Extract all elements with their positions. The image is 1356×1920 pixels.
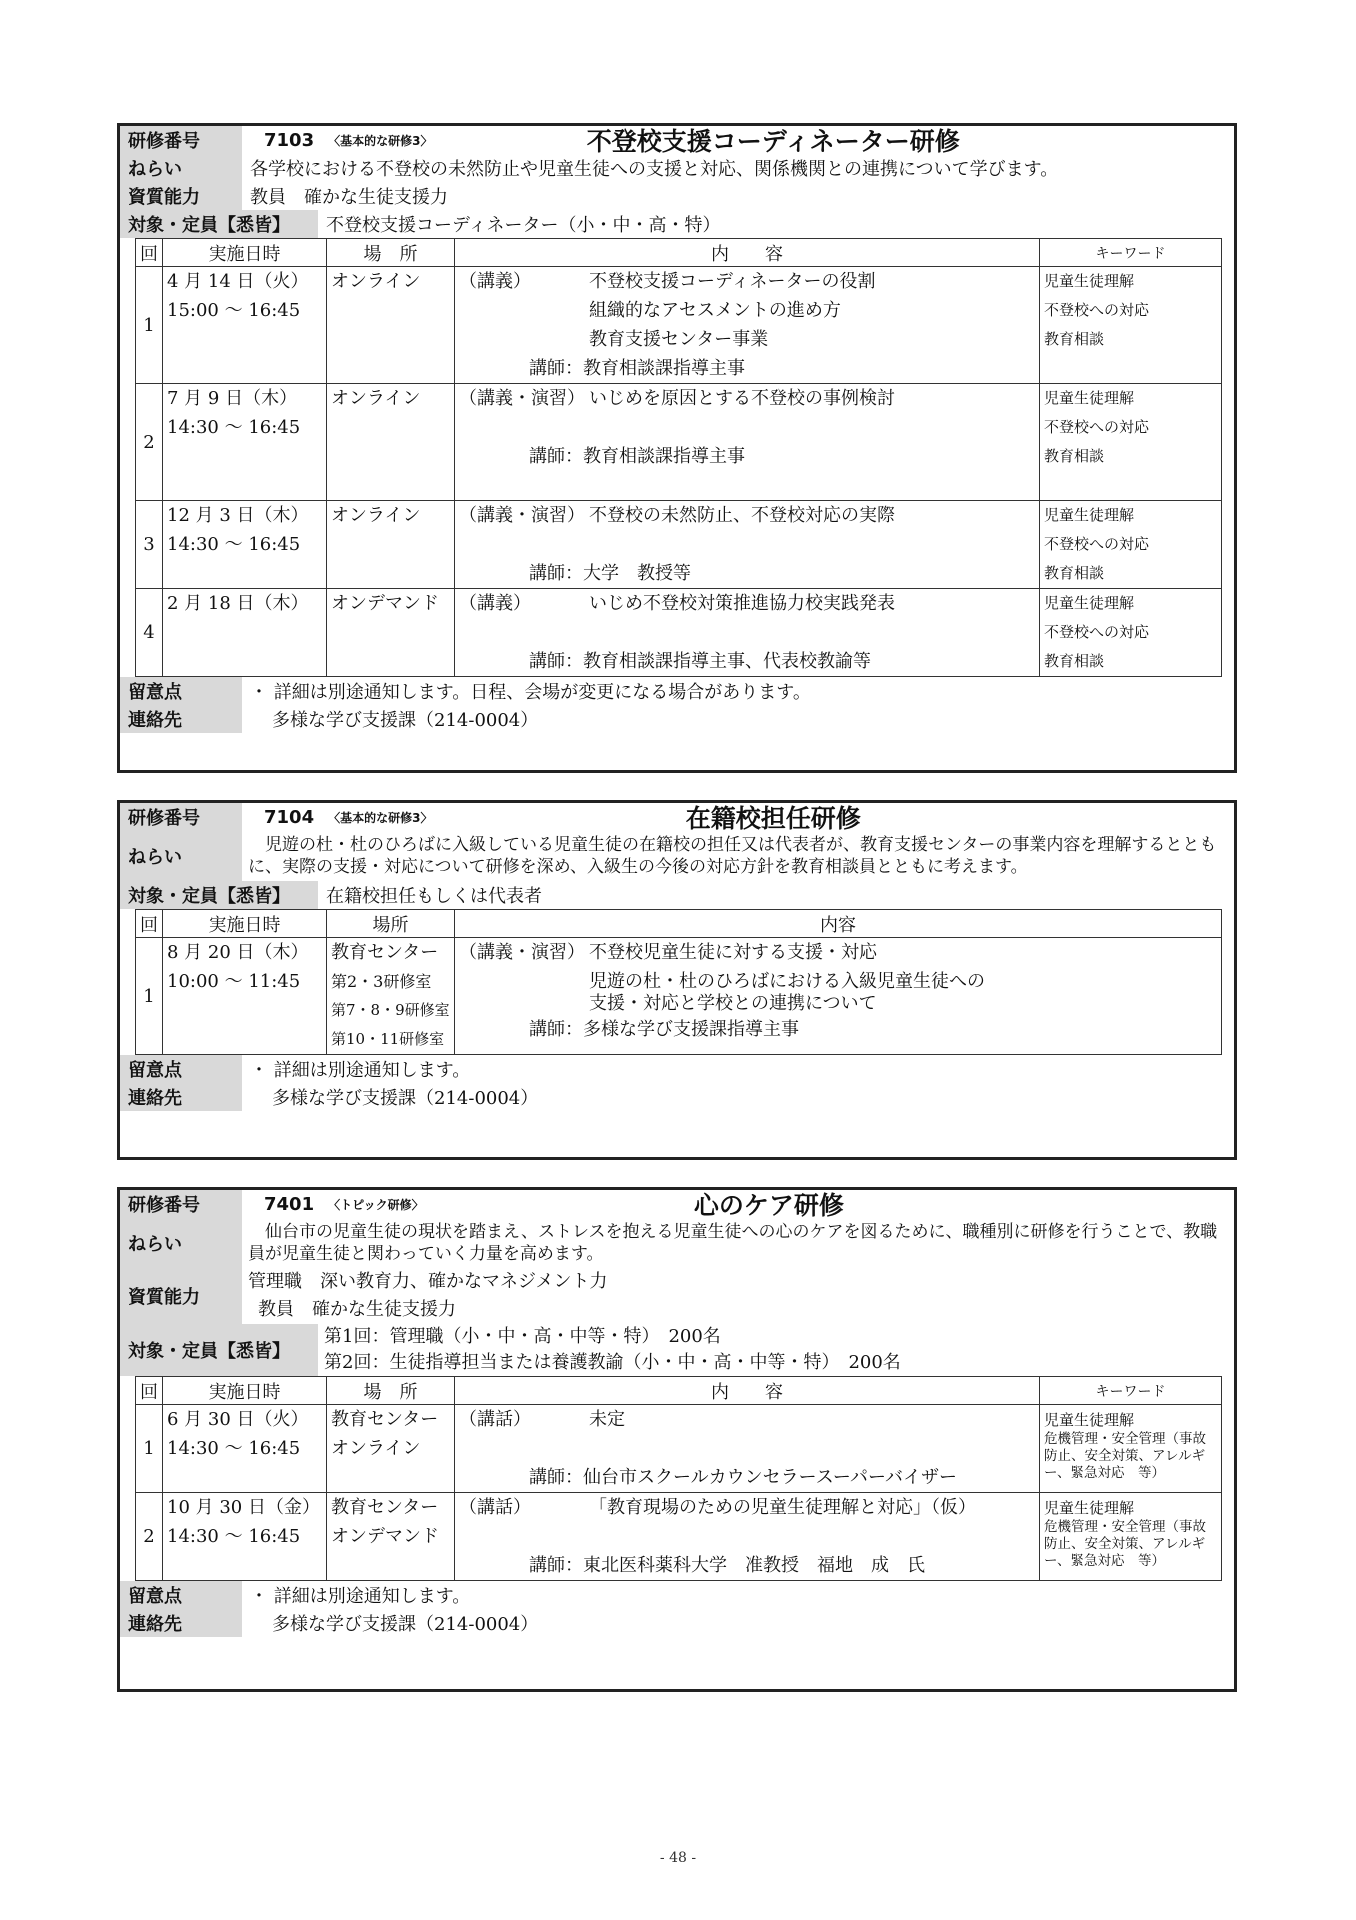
lecturer: 講師：多様な学び支援課指導主事 bbox=[529, 1019, 799, 1040]
date: 2 月 18 日（木） bbox=[167, 593, 309, 614]
note-label: 留意点 bbox=[120, 1055, 242, 1083]
target-text: 不登校支援コーディネーター（小・中・高・特） bbox=[326, 215, 721, 236]
round-number: 3 bbox=[136, 501, 163, 589]
place: オンデマンド bbox=[331, 593, 439, 614]
lecture-type: （講義） bbox=[459, 271, 531, 292]
place: オンライン bbox=[331, 388, 421, 409]
page-number: - 48 - bbox=[659, 1850, 697, 1866]
training-number-label: 研修番号 bbox=[120, 1190, 242, 1218]
lecturer: 講師：教育相談課指導主事 bbox=[529, 446, 745, 467]
training-block-7401 bbox=[117, 1187, 1237, 1692]
place: オンライン bbox=[331, 271, 421, 292]
col-header-date: 実施日時 bbox=[163, 239, 327, 267]
target-row bbox=[120, 881, 1234, 909]
place: オンデマンド bbox=[331, 1526, 439, 1547]
col-header-date: 実施日時 bbox=[163, 1377, 327, 1405]
place: 教育センター bbox=[331, 1497, 439, 1518]
col-header-content: 内容 bbox=[455, 910, 1222, 938]
time: 14:30 〜 16:45 bbox=[167, 417, 301, 438]
contact-row bbox=[120, 1609, 1234, 1637]
training-category: 〈トピック研修〉 bbox=[328, 1197, 424, 1212]
lecturer: 講師：教育相談課指導主事、代表校教諭等 bbox=[529, 651, 871, 672]
contact-text: 多様な学び支援課（214-0004） bbox=[272, 1614, 539, 1635]
content-item: 「教育現場のための児童生徒理解と対応」（仮） bbox=[589, 1497, 976, 1518]
training-number-label: 研修番号 bbox=[120, 126, 242, 154]
note-label: 留意点 bbox=[120, 677, 242, 705]
target-text: 在籍校担任もしくは代表者 bbox=[326, 886, 542, 907]
training-category: 〈基本的な研修3〉 bbox=[328, 133, 433, 148]
keyword: 教育相談 bbox=[1044, 652, 1105, 670]
date: 4 月 14 日（火） bbox=[167, 271, 309, 292]
target-text: 第2回：生徒指導担当または養護教諭（小・中・高・中等・特） 200名 bbox=[324, 1352, 901, 1373]
keyword: 児童生徒理解 bbox=[1044, 389, 1135, 407]
contact-label: 連絡先 bbox=[120, 1083, 242, 1111]
date: 8 月 20 日（木） bbox=[167, 942, 309, 963]
contact-label: 連絡先 bbox=[120, 1609, 242, 1637]
lecturer: 講師：大学 教授等 bbox=[529, 563, 691, 584]
keyword: 児童生徒理解 bbox=[1044, 1411, 1135, 1429]
content-item: 未定 bbox=[589, 1409, 625, 1430]
header-row bbox=[120, 1190, 1234, 1218]
aim-row bbox=[120, 1218, 1234, 1268]
col-header-date: 実施日時 bbox=[163, 910, 327, 938]
aim-label: ねらい bbox=[120, 154, 242, 182]
ability-label: 資質能力 bbox=[120, 182, 242, 210]
keyword: 危機管理・安全管理（事故防止、安全対策、アレルギー、緊急対応 等） bbox=[1044, 1431, 1206, 1481]
training-title: 在籍校担任研修 bbox=[685, 804, 861, 833]
content-item: 不登校の未然防止、不登校対応の実際 bbox=[589, 505, 895, 526]
aim-row bbox=[120, 831, 1234, 881]
keyword: 不登校への対応 bbox=[1044, 418, 1150, 436]
col-header-keyword: キーワード bbox=[1040, 239, 1222, 267]
aim-text: 各学校における不登校の未然防止や児童生徒への支援と対応、関係機関との連携について学びます。 bbox=[250, 159, 1059, 180]
note-row bbox=[120, 1055, 1234, 1083]
time: 14:30 〜 16:45 bbox=[167, 534, 301, 555]
col-header-round: 回 bbox=[136, 1377, 163, 1405]
keyword: 児童生徒理解 bbox=[1044, 1499, 1135, 1517]
aim-row bbox=[120, 154, 1234, 182]
date: 7 月 9 日（木） bbox=[167, 388, 298, 409]
training-number: 7401 bbox=[264, 1193, 315, 1215]
target-label: 対象・定員【悉皆】 bbox=[120, 881, 318, 909]
ability-text: 教員 確かな生徒支援力 bbox=[250, 187, 448, 208]
time: 15:00 〜 16:45 bbox=[167, 300, 301, 321]
keyword: 不登校への対応 bbox=[1044, 535, 1150, 553]
lecture-type: （講義・演習） bbox=[459, 388, 585, 409]
note-row bbox=[120, 1581, 1234, 1609]
note-text: ・ 詳細は別途通知します。 bbox=[250, 1586, 471, 1607]
content-item: 児遊の杜・杜のひろばにおける入級児童生徒への bbox=[589, 971, 985, 992]
col-header-keyword: キーワード bbox=[1040, 1377, 1222, 1405]
place: 第2・3研修室 bbox=[331, 972, 432, 991]
lecturer: 講師：仙台市スクールカウンセラースーパーバイザー bbox=[529, 1467, 958, 1488]
place: 第7・8・9研修室 bbox=[331, 1001, 450, 1019]
lecture-type: （講義） bbox=[459, 593, 531, 614]
training-title: 不登校支援コーディネーター研修 bbox=[586, 127, 960, 156]
keyword: 児童生徒理解 bbox=[1044, 272, 1135, 290]
col-header-round: 回 bbox=[136, 239, 163, 267]
lecture-type: （講義・演習） bbox=[459, 505, 585, 526]
header-row bbox=[120, 803, 1234, 831]
table-row bbox=[136, 384, 1222, 501]
training-category: 〈基本的な研修3〉 bbox=[328, 810, 433, 825]
target-row bbox=[120, 1324, 1234, 1376]
date: 6 月 30 日（火） bbox=[167, 1409, 309, 1430]
content-item: 不登校支援コーディネーターの役割 bbox=[589, 271, 876, 292]
time: 14:30 〜 16:45 bbox=[167, 1438, 301, 1459]
contact-text: 多様な学び支援課（214-0004） bbox=[272, 710, 539, 731]
keyword: 児童生徒理解 bbox=[1044, 506, 1135, 524]
time: 10:00 〜 11:45 bbox=[167, 971, 301, 992]
contact-row bbox=[120, 705, 1234, 733]
content-item: いじめを原因とする不登校の事例検討 bbox=[589, 388, 895, 409]
training-number: 7103 bbox=[264, 129, 315, 151]
lecturer: 講師：東北医科薬科大学 准教授 福地 成 氏 bbox=[529, 1555, 925, 1576]
table-row bbox=[136, 501, 1222, 589]
content-item: 教育支援センター事業 bbox=[589, 329, 769, 350]
contact-row bbox=[120, 1083, 1234, 1111]
col-header-round: 回 bbox=[136, 910, 163, 938]
ability-label: 資質能力 bbox=[120, 1268, 242, 1324]
aim-label: ねらい bbox=[120, 831, 242, 881]
contact-text: 多様な学び支援課（214-0004） bbox=[272, 1088, 539, 1109]
lecture-type: （講話） bbox=[459, 1409, 531, 1430]
aim-text: 児遊の杜・杜のひろばに入級している児童生徒の在籍校の担任又は代表者が、教育支援センターの事業内容を理解するとともに、実際の支援・対応について研修を深め、入級生の今後の対応方針を教育相談員とともに考えます。 bbox=[248, 835, 1217, 877]
contact-label: 連絡先 bbox=[120, 705, 242, 733]
date: 10 月 30 日（金） bbox=[167, 1497, 320, 1518]
col-header-place: 場所 bbox=[327, 910, 455, 938]
keyword: 不登校への対応 bbox=[1044, 623, 1150, 641]
place: 第10・11研修室 bbox=[331, 1030, 445, 1048]
keyword: 危機管理・安全管理（事故防止、安全対策、アレルギー、緊急対応 等） bbox=[1044, 1519, 1206, 1569]
note-text: ・ 詳細は別途通知します。日程、会場が変更になる場合があります。 bbox=[250, 682, 811, 703]
table-row bbox=[136, 1405, 1222, 1493]
lecture-type: （講義・演習） bbox=[459, 942, 585, 963]
place: 教育センター bbox=[331, 942, 439, 963]
aim-label: ねらい bbox=[120, 1218, 242, 1268]
training-number-label: 研修番号 bbox=[120, 803, 242, 831]
target-row bbox=[120, 210, 1234, 238]
date: 12 月 3 日（木） bbox=[167, 505, 309, 526]
training-block-7104 bbox=[117, 800, 1237, 1160]
round-number: 2 bbox=[136, 1493, 163, 1581]
target-text: 第1回：管理職（小・中・高・中等・特） 200名 bbox=[324, 1326, 721, 1347]
schedule-table bbox=[135, 238, 1222, 677]
training-title: 心のケア研修 bbox=[693, 1191, 844, 1220]
content-item: 組織的なアセスメントの進め方 bbox=[589, 300, 841, 321]
place: オンライン bbox=[331, 1438, 421, 1459]
lecturer: 講師：教育相談課指導主事 bbox=[529, 358, 745, 379]
keyword: 教育相談 bbox=[1044, 330, 1105, 348]
header-row bbox=[120, 126, 1234, 154]
ability-text: 管理職 深い教育力、確かなマネジメント力 bbox=[248, 1271, 608, 1292]
col-header-content: 内 容 bbox=[455, 1377, 1040, 1405]
table-row bbox=[136, 938, 1222, 1055]
content-item: 支援・対応と学校との連携について bbox=[589, 993, 877, 1014]
note-text: ・ 詳細は別途通知します。 bbox=[250, 1060, 471, 1081]
note-label: 留意点 bbox=[120, 1581, 242, 1609]
col-header-place: 場 所 bbox=[327, 239, 455, 267]
training-number: 7104 bbox=[264, 806, 315, 828]
table-row bbox=[136, 1493, 1222, 1581]
table-row bbox=[136, 267, 1222, 384]
round-number: 1 bbox=[136, 938, 163, 1055]
round-number: 2 bbox=[136, 384, 163, 501]
keyword: 児童生徒理解 bbox=[1044, 594, 1135, 612]
ability-row bbox=[120, 1268, 1234, 1324]
round-number: 4 bbox=[136, 589, 163, 677]
col-header-place: 場 所 bbox=[327, 1377, 455, 1405]
keyword: 不登校への対応 bbox=[1044, 301, 1150, 319]
schedule-table bbox=[135, 1376, 1222, 1581]
note-row bbox=[120, 677, 1234, 705]
keyword: 教育相談 bbox=[1044, 564, 1105, 582]
table-row bbox=[136, 589, 1222, 677]
target-label: 対象・定員【悉皆】 bbox=[120, 1324, 318, 1376]
place: 教育センター bbox=[331, 1409, 439, 1430]
place: オンライン bbox=[331, 505, 421, 526]
lecture-type: （講話） bbox=[459, 1497, 531, 1518]
ability-text: 教員 確かな生徒支援力 bbox=[258, 1299, 456, 1320]
keyword: 教育相談 bbox=[1044, 447, 1105, 465]
schedule-table bbox=[135, 909, 1222, 1055]
target-label: 対象・定員【悉皆】 bbox=[120, 210, 318, 238]
col-header-content: 内 容 bbox=[455, 239, 1040, 267]
content-item: いじめ不登校対策推進協力校実践発表 bbox=[589, 593, 895, 614]
ability-row bbox=[120, 182, 1234, 210]
round-number: 1 bbox=[136, 267, 163, 384]
round-number: 1 bbox=[136, 1405, 163, 1493]
content-item: 不登校児童生徒に対する支援・対応 bbox=[589, 942, 877, 963]
time: 14:30 〜 16:45 bbox=[167, 1526, 301, 1547]
training-block-7103 bbox=[117, 123, 1237, 773]
aim-text: 仙台市の児童生徒の現状を踏まえ、ストレスを抱える児童生徒への心のケアを図るために、職種別に研修を行うことで、教職員が児童生徒と関わっていく力量を高めます。 bbox=[248, 1222, 1218, 1264]
